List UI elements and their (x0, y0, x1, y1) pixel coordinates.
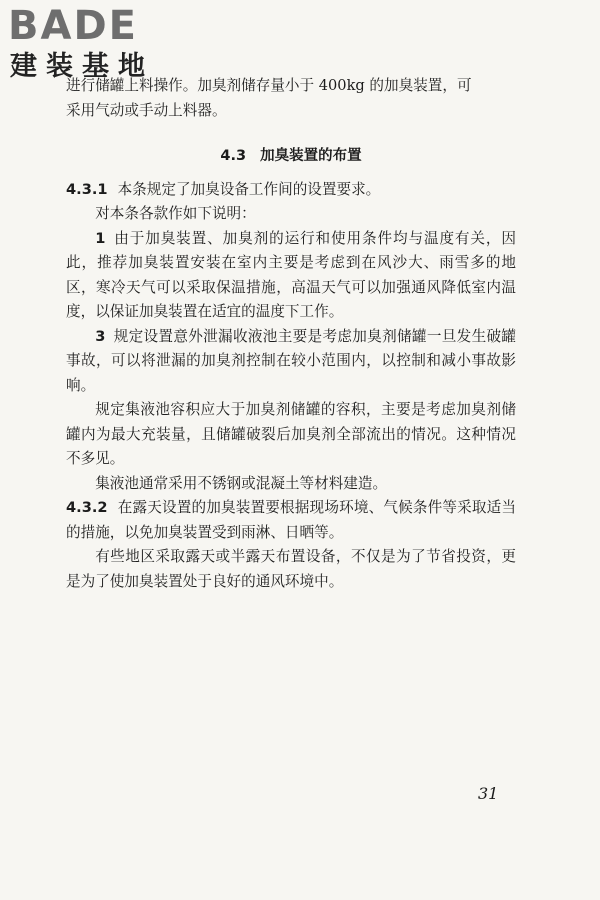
item-text: 规定设置意外泄漏收液池主要是考虑加臭剂储罐一旦发生破罐事故，可以将泄漏的加臭剂控制在较小范围内，以控制和减小事故影响。 (66, 327, 516, 394)
item-text: 由于加臭装置、加臭剂的运行和使用条件均与温度有关，因此，推荐加臭装置安装在室内主要是考虑到在风沙大、雨雪多的地区，寒冷天气可以采取保温措施，高温天气可以加强通风降低室内温度，以保证加臭装置在适宜的温度下工作。 (66, 229, 516, 320)
item-3 (66, 325, 516, 399)
watermark-latin-text: BADE (8, 3, 138, 49)
continuation-line-1: 进行储罐上料操作。加臭剂储存量小于 400kg 的加臭装置，可 (66, 77, 472, 94)
section-title-text: 加臭装置的布置 (260, 148, 362, 164)
section-heading (66, 144, 516, 169)
document-body (66, 74, 516, 594)
clause-number: 4.3.2 (66, 499, 108, 516)
section-number: 4.3 (220, 148, 247, 164)
item-1 (66, 227, 516, 325)
clause-intro: 对本条各款作如下说明： (95, 205, 256, 222)
page-number: 31 (478, 784, 499, 803)
clause-4-3-2 (66, 496, 516, 545)
paragraph-capacity: 规定集液池容积应大于加臭剂储罐的容积，主要是考虑加臭剂储罐内为最大充装量，且储罐破裂后加臭剂全部流出的情况。这种情况不多见。 (66, 401, 516, 467)
item-number: 1 (95, 229, 106, 247)
clause-number: 4.3.1 (66, 180, 108, 198)
continuation-line-2: 采用气动或手动上料器。 (66, 101, 227, 119)
clause-text: 在露天设置的加臭装置要根据现场环境、气候条件等采取适当的措施，以免加臭装置受到雨淋、日晒等。 (66, 499, 516, 541)
item-number: 3 (95, 327, 106, 345)
clause-text: 本条规定了加臭设备工作间的设置要求。 (117, 180, 381, 198)
paragraph-material: 集液池通常采用不锈钢或混凝土等材料建造。 (95, 474, 388, 492)
clause-4-3-1 (66, 178, 516, 203)
paragraph-open-layout: 有些地区采取露天或半露天布置设备，不仅是为了节省投资，更是为了使加臭装置处于良好的通风环境中。 (66, 548, 516, 590)
watermark-cjk-text: 建装基地 (10, 51, 154, 82)
